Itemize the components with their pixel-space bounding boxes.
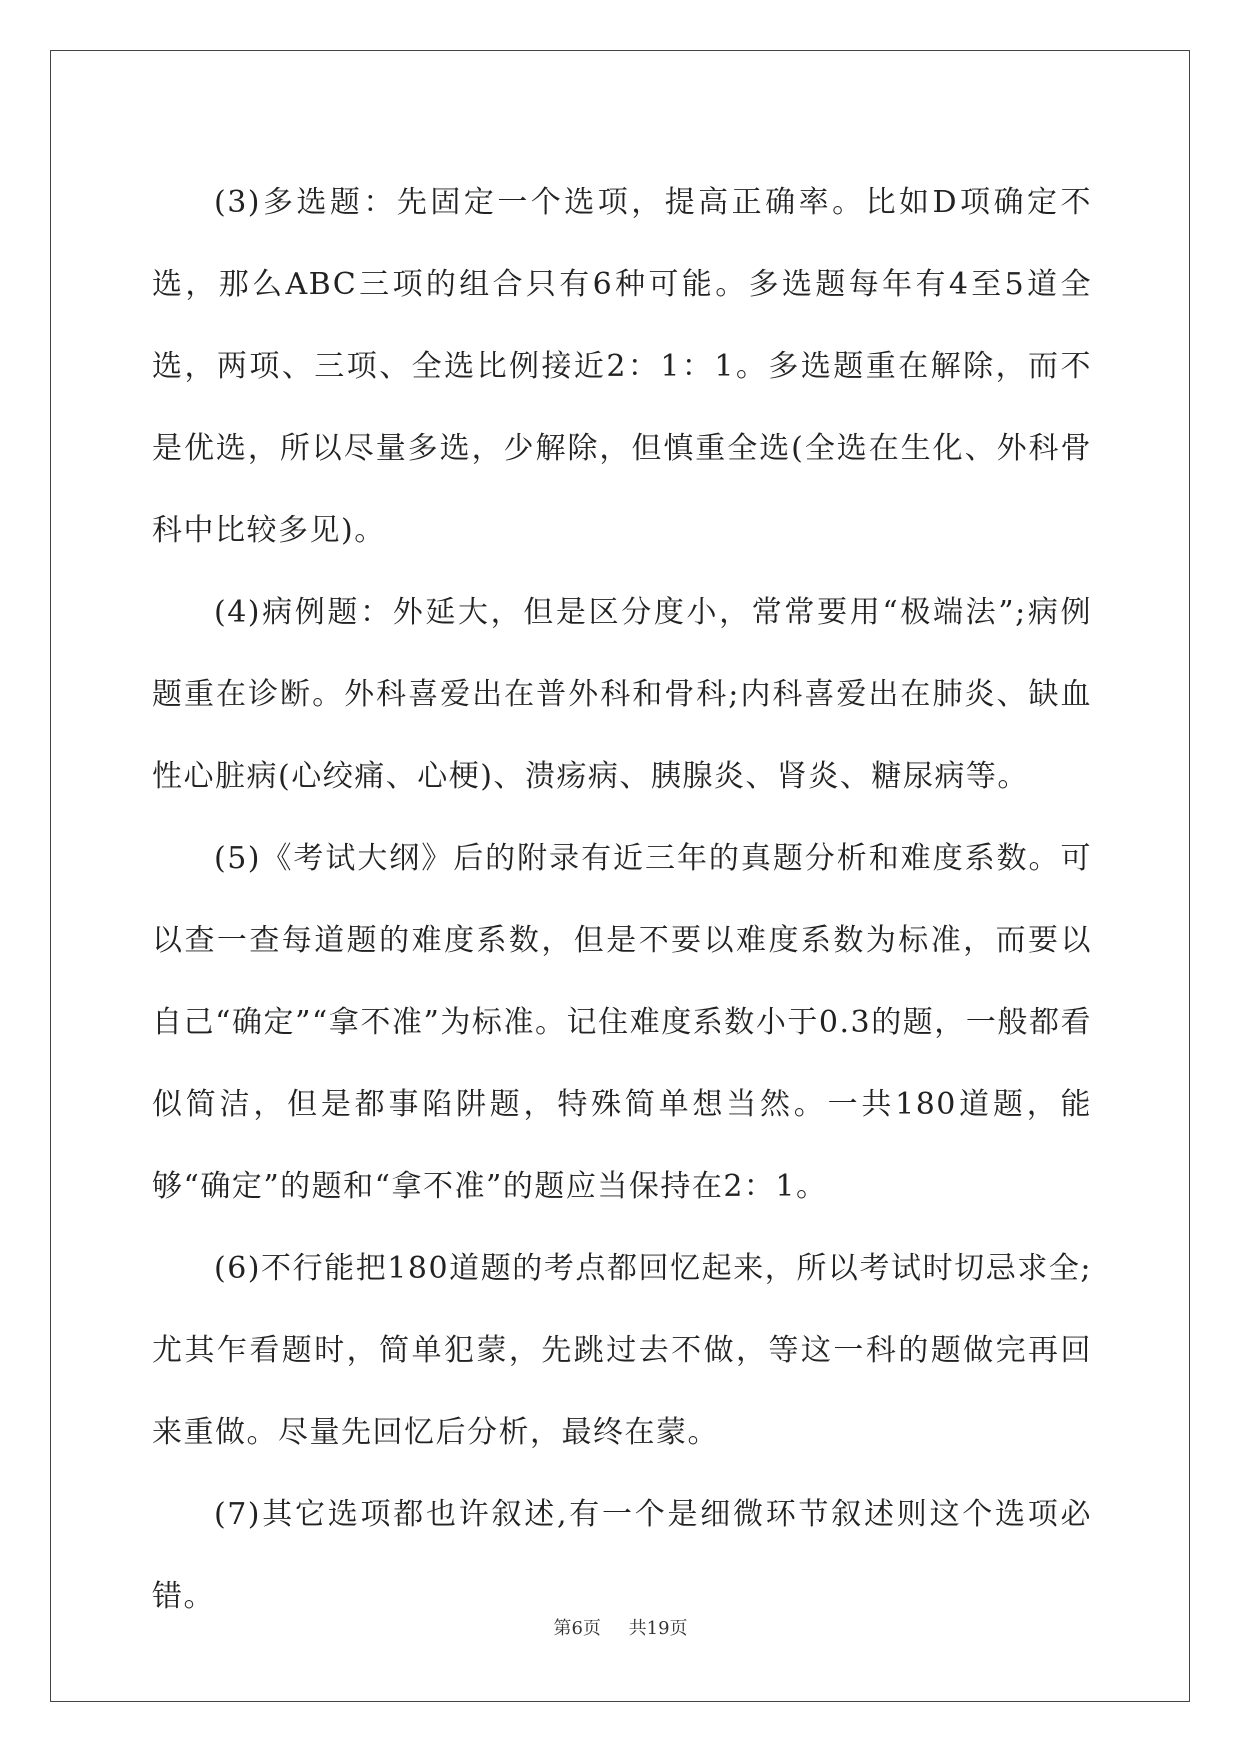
paragraph-4-case-questions: (4)病例题：外延大，但是区分度小，常常要用“极端法”;病例题重在诊断。外科喜爱出在普外科和骨科;内科喜爱出在肺炎、缺血性心脏病(心绞痛、心梗)、溃疡病、胰腺炎、肾炎、糖尿病等。 xyxy=(152,595,1092,794)
paragraph-7-option-detail: (7)其它选项都也许叙述,有一个是细微环节叙述则这个选项必错。 xyxy=(152,1497,1092,1614)
document-body xyxy=(152,162,1092,1638)
paragraph-3-multiple-choice: (3)多选题：先固定一个选项，提高正确率。比如D项确定不选，那么ABC三项的组合只有6种可能。多选题每年有4至5道全选，两项、三项、全选比例接近2：1：1。多选题重在解除，而不是优选，所以尽量多选，少解除，但慎重全选(全选在生化、外科骨科中比较多见)。 xyxy=(152,185,1092,548)
total-pages: 共19页 xyxy=(628,1618,688,1639)
paragraph-5-exam-outline: (5)《考试大纲》后的附录有近三年的真题分析和难度系数。可以查一查每道题的难度系数，但是不要以难度系数为标准，而要以自己“确定”“拿不准”为标准。记住难度系数小于0.3的题，一般都看似简洁，但是都事陷阱题，特殊简单想当然。一共180道题，能够“确定”的题和“拿不准”的题应当保持在2：1。 xyxy=(152,841,1092,1204)
page-footer xyxy=(0,1618,1241,1640)
paragraph-6-recall-strategy: (6)不行能把180道题的考点都回忆起来，所以考试时切忌求全;尤其乍看题时，简单犯蒙，先跳过去不做，等这一科的题做完再回来重做。尽量先回忆后分析，最终在蒙。 xyxy=(152,1251,1092,1450)
page-number: 第6页 xyxy=(553,1618,601,1639)
